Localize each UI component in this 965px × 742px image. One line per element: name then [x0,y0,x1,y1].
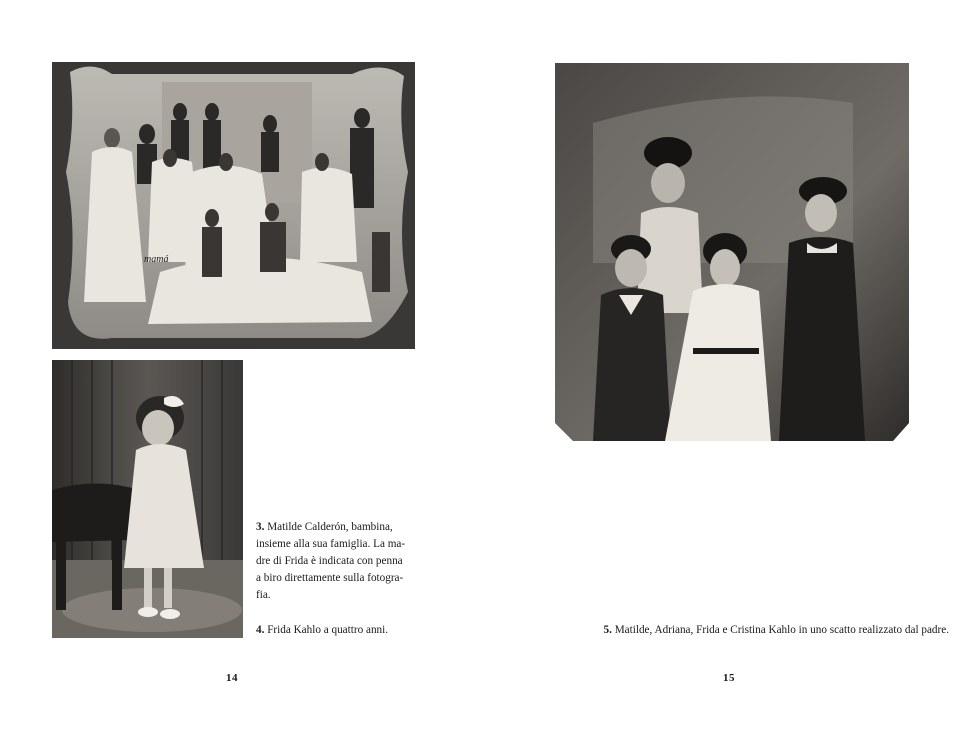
caption-3-number: 3. [256,521,265,533]
caption-4-text: Frida Kahlo a quattro anni. [267,624,389,636]
caption-3-line: fia. [256,589,271,601]
right-page [482,0,965,742]
caption-3-line: dre di Frida è indicata con penna [256,555,403,567]
caption-3-line: insieme alla sua famiglia. La ma- [256,538,406,550]
caption-4-number: 4. [256,624,265,636]
caption-5-number: 5. [603,624,612,636]
svg-text:mamá: mamá [144,254,169,265]
caption-3-line: a biro direttamente sulla fotogra- [256,572,404,584]
family-group-photograph [52,62,415,349]
four-sisters-photograph [553,63,911,441]
child-portrait-photograph [52,360,243,638]
page-number-right: 15 [723,672,735,684]
page-number-left: 14 [226,672,238,684]
caption-5-text: Matilde, Adriana, Frida e Cristina Kahlo in uno scatto realizzato dal padre. [614,624,949,636]
caption-3 [256,519,416,604]
caption-3-line: Matilde Calderón, bambina, [267,521,393,533]
left-page [0,0,482,742]
caption-5 [549,622,949,639]
caption-4 [256,622,416,639]
